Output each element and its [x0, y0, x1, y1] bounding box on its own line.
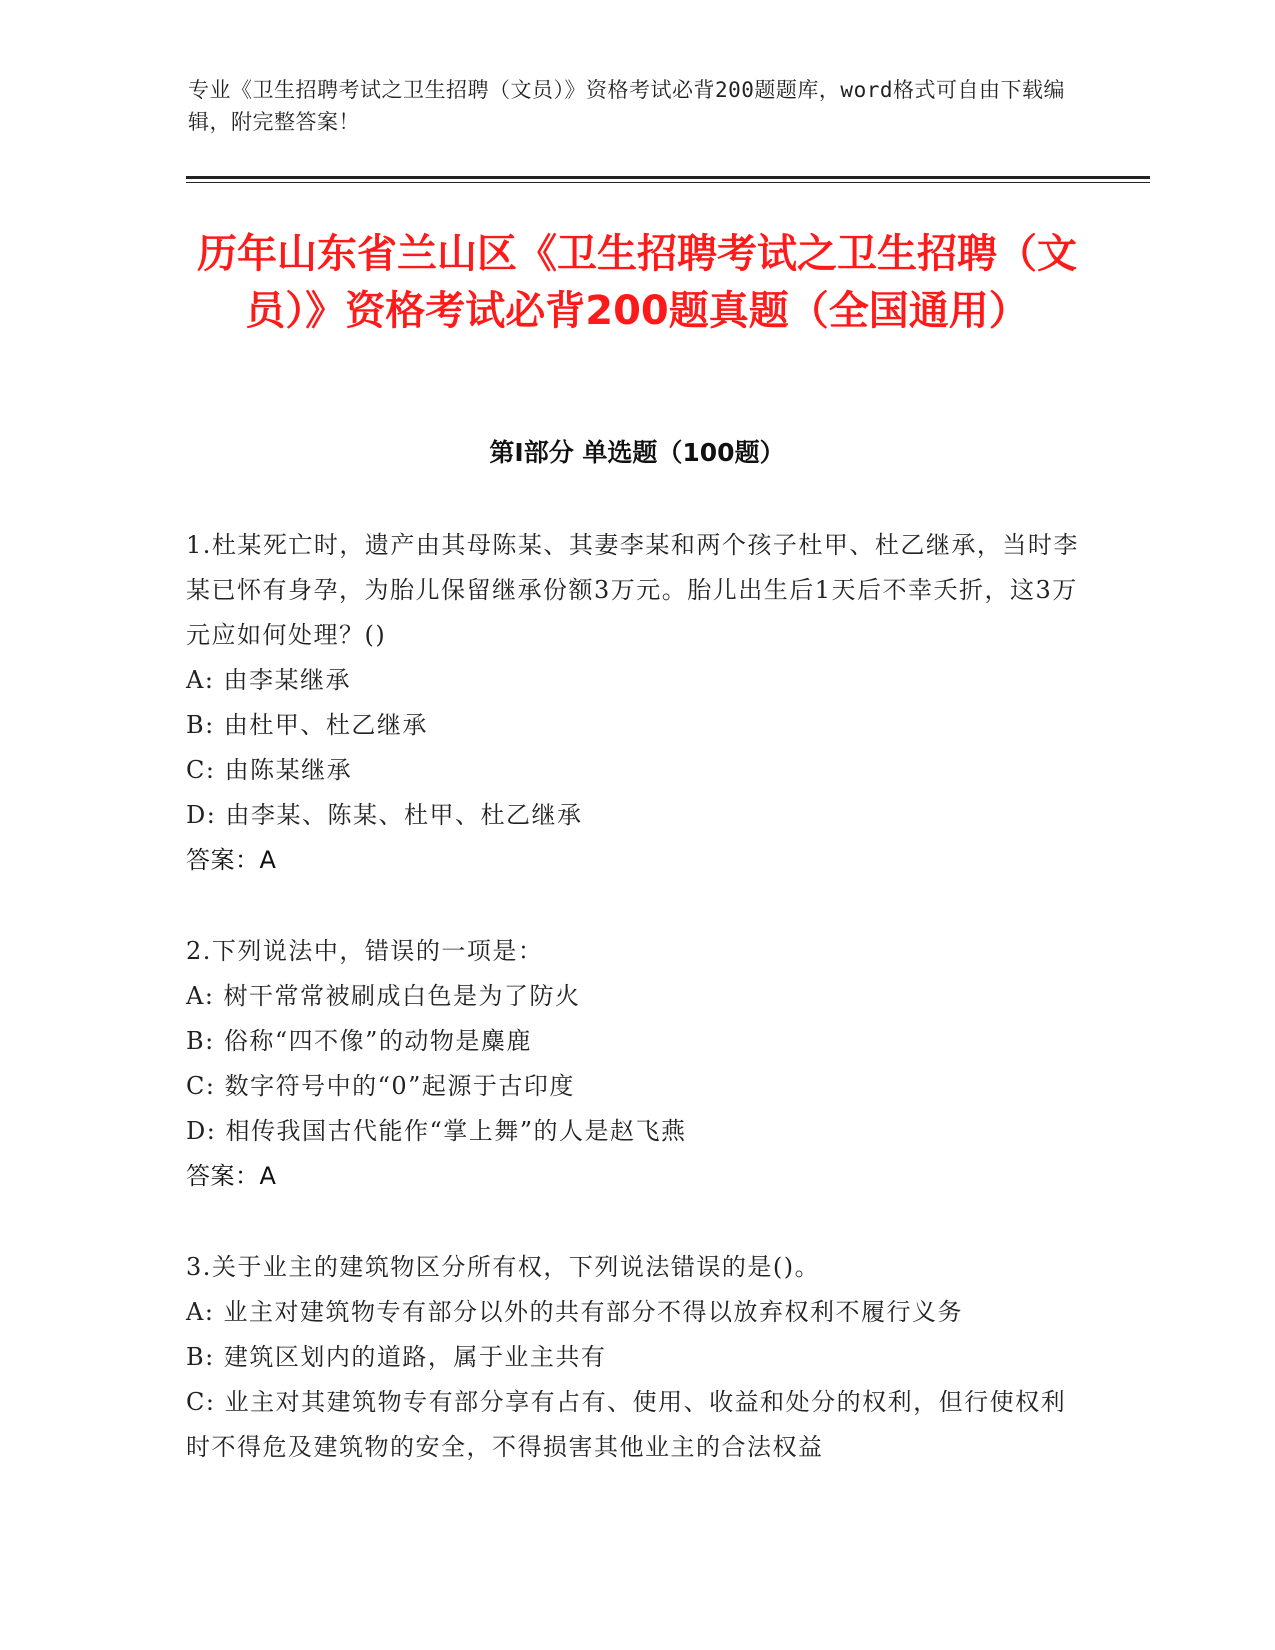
answer: 答案：A — [186, 1162, 277, 1190]
option-d: D: 由李某、陈某、杜甲、杜乙继承 — [186, 801, 583, 829]
option-a: A: 业主对建筑物专有部分以外的共有部分不得以放弃权利不履行义务 — [186, 1298, 964, 1326]
option-a: A: 由李某继承 — [186, 666, 352, 694]
question-list — [186, 523, 1081, 1516]
document-title: 历年山东省兰山区《卫生招聘考试之卫生招聘（文员）》资格考试必背200题真题（全国通用） — [197, 231, 1077, 334]
option-b: B: 由杜甲、杜乙继承 — [186, 711, 428, 739]
answer: 答案：A — [186, 846, 277, 874]
question-3 — [186, 1245, 1081, 1470]
header-divider-thick — [186, 176, 1150, 179]
question-1 — [186, 523, 1081, 883]
question-stem: 3.关于业主的建筑物区分所有权，下列说法错误的是()。 — [186, 1253, 821, 1281]
option-d: D: 相传我国古代能作“掌上舞”的人是赵飞燕 — [186, 1117, 687, 1145]
question-stem: 2.下列说法中，错误的一项是： — [186, 937, 544, 965]
option-c: C: 由陈某继承 — [186, 756, 353, 784]
option-a: A: 树干常常被刷成白色是为了防火 — [186, 982, 581, 1010]
header-note: 专业《卫生招聘考试之卫生招聘（文员）》资格考试必背200题题库，word格式可自由下载编辑，附完整答案！ — [188, 78, 1065, 134]
question-stem: 1.杜某死亡时，遗产由其母陈某、其妻李某和两个孩子杜甲、杜乙继承，当时李某已怀有身孕，为胎儿保留继承份额3万元。胎儿出生后1天后不幸夭折，这3万元应如何处理？() — [186, 531, 1079, 649]
option-c: C: 数字符号中的“0”起源于古印度 — [186, 1072, 575, 1100]
section-title: 第Ⅰ部分 单选题（100题） — [489, 438, 785, 467]
option-b: B: 建筑区划内的道路，属于业主共有 — [186, 1343, 607, 1371]
option-c: C: 业主对其建筑物专有部分享有占有、使用、收益和处分的权利，但行使权利时不得危及建筑物的安全，不得损害其他业主的合法权益 — [186, 1388, 1067, 1461]
option-b: B: 俗称“四不像”的动物是麋鹿 — [186, 1027, 532, 1055]
question-2 — [186, 929, 1081, 1199]
header-divider-thin — [186, 182, 1150, 183]
